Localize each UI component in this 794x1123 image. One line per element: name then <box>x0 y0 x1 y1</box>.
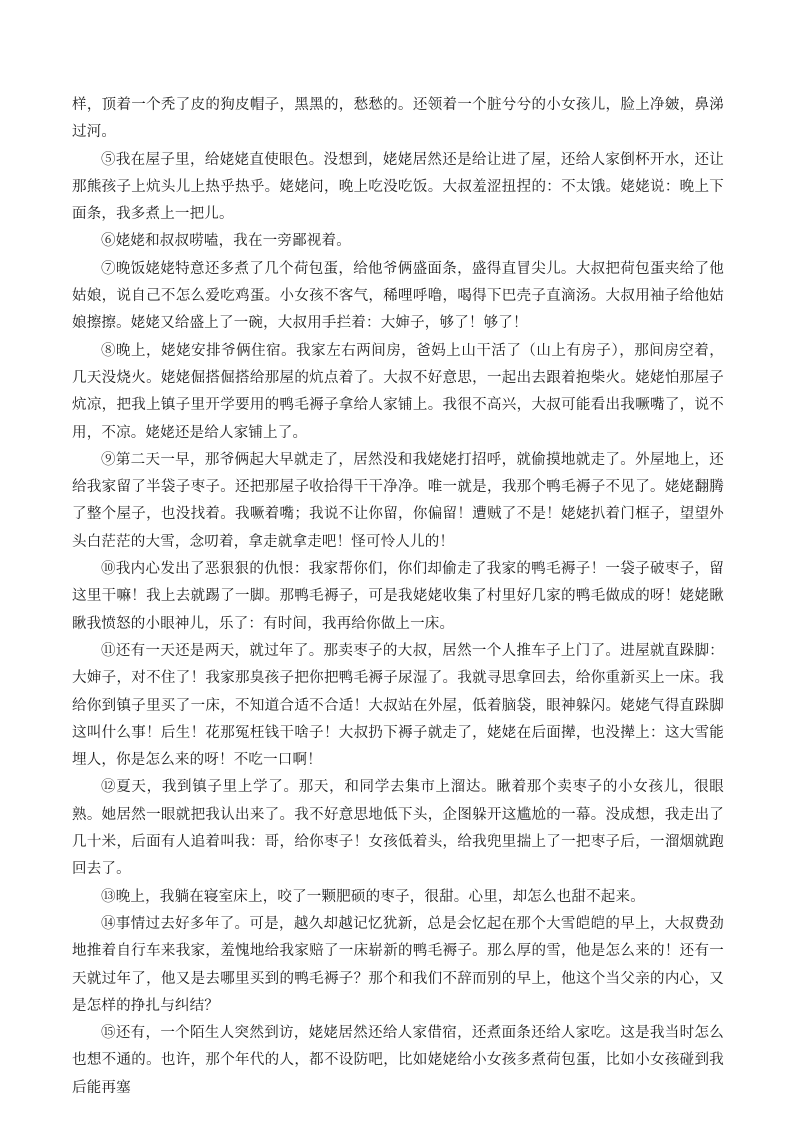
paragraph-6: ⑥姥姥和叔叔唠嗑，我在一旁鄙视着。 <box>101 233 351 250</box>
paragraph-12: ⑫夏天，我到镇子里上学了。那天，和同学去集市上溜达。瞅着那个卖枣子的小女孩儿，很眼熟。她居然一眼就把我认出来了。我不好意思地低下头，企图躲开这尴尬的一幕。没成想，我走出了几十米，后面有人追着叫我：哥，给你枣子！女孩低着头，给我兜里揣上了一把枣子后，一溜烟就跑回去了。 <box>72 779 724 878</box>
paragraph-5: ⑤我在屋子里，给姥姥直使眼色。没想到，姥姥居然还是给让进了屋，还给人家倒杯开水，还让那熊孩子上炕头儿上热乎热乎。姥姥问，晚上吃没吃饭。大叔羞涩扭捏的：不太饿。姥姥说：晚上下面条，我多煮上一把儿。 <box>72 151 724 223</box>
document-page <box>72 92 724 1102</box>
paragraph-continuation: 样，顶着一个秃了皮的狗皮帽子，黑黑的，愁愁的。还领着一个脏兮兮的小女孩儿，脸上净皴，鼻涕过河。 <box>72 97 724 141</box>
paragraph-13: ⑬晚上，我躺在寝室床上，咬了一颗肥硕的枣子，很甜。心里，却怎么也甜不起来。 <box>101 888 645 905</box>
paragraph-9: ⑨第二天一早，那爷俩起大早就走了，居然没和我姥姥打招呼，就偷摸地就走了。外屋地上，还给我家留了半袋子枣子。还把那屋子收拾得干干净净。唯一就是，我那个鸭毛褥子不见了。姥姥翻腾了整个屋子，也没找着。我噘着嘴；我说不让你留，你偏留！遭贼了不是！姥姥扒着门框子，望望外头白茫茫的大雪，念叨着，拿走就拿走吧！怪可怜人儿的！ <box>72 451 724 550</box>
paragraph-8: ⑧晚上，姥姥安排爷俩住宿。我家左右两间房，爸妈上山干活了（山上有房子），那间房空着，几天没烧火。姥姥倔搭倔搭给那屋的炕点着了。大叔不好意思，一起出去跟着抱柴火。姥姥怕那屋子炕凉，把我上镇子里开学要用的鸭毛褥子拿给人家铺上。我很不高兴，大叔可能看出我噘嘴了，说不用，不凉。姥姥还是给人家铺上了。 <box>72 342 724 441</box>
paragraph-15: ⑮还有，一个陌生人突然到访，姥姥居然还给人家借宿，还煮面条还给人家吃。这是我当时怎么也想不通的。也许，那个年代的人，都不设防吧，比如姥姥给小女孩多煮荷包蛋，比如小女孩碰到我后能再塞 <box>72 1025 724 1096</box>
paragraph-11: ⑪还有一天还是两天，就过年了。那卖枣子的大叔，居然一个人推车子上门了。进屋就直跺脚：大婶子，对不住了！我家那臭孩子把你把鸭毛褥子尿湿了。我就寻思拿回去，给你重新买上一床。我给你到镇子里买了一床，不知道合适不合适！大叔站在外屋，低着脑袋，眼神躲闪。姥姥气得直跺脚 这叫什么事！后生！花那冤枉钱干啥子！大叔扔下褥子就走了，姥姥在后面撵，也没撵上：这大雪能埋人，你是怎么来的呀！不吃一口啊！ <box>72 642 724 769</box>
paragraph-7: ⑦晚饭姥姥特意还多煮了几个荷包蛋，给他爷俩盛面条，盛得直冒尖儿。大叔把荷包蛋夹给了他姑娘，说自己不怎么爱吃鸡蛋。小女孩不客气，稀哩呼噜，喝得下巴壳子直滴汤。大叔用袖子给他姑娘擦擦。姥姥又给盛上了一碗，大叔用手拦着：大婶子，够了！够了！ <box>72 260 724 332</box>
paragraph-14: ⑭事情过去好多年了。可是，越久却越记忆犹新，总是会忆起在那个大雪皑皑的早上，大叔费劲地推着自行车来我家，羞愧地给我家赔了一床崭新的鸭毛褥子。那么厚的雪，他是怎么来的！还有一天就过年了，他又是去哪里买到的鸭毛褥子？那个和我们不辞而别的早上，他这个当父亲的内心，又是怎样的挣扎与纠结？ <box>72 915 724 1014</box>
paragraph-10: ⑩我内心发出了恶狠狠的仇恨：我家帮你们，你们却偷走了我家的鸭毛褥子！一袋子破枣子，留这里干嘛！我上去就踢了一脚。那鸭毛褥子，可是我姥姥收集了村里好几家的鸭毛做成的呀！姥姥瞅瞅我愤怒的小眼神儿，乐了：有时间，我再给你做上一床。 <box>72 561 724 632</box>
